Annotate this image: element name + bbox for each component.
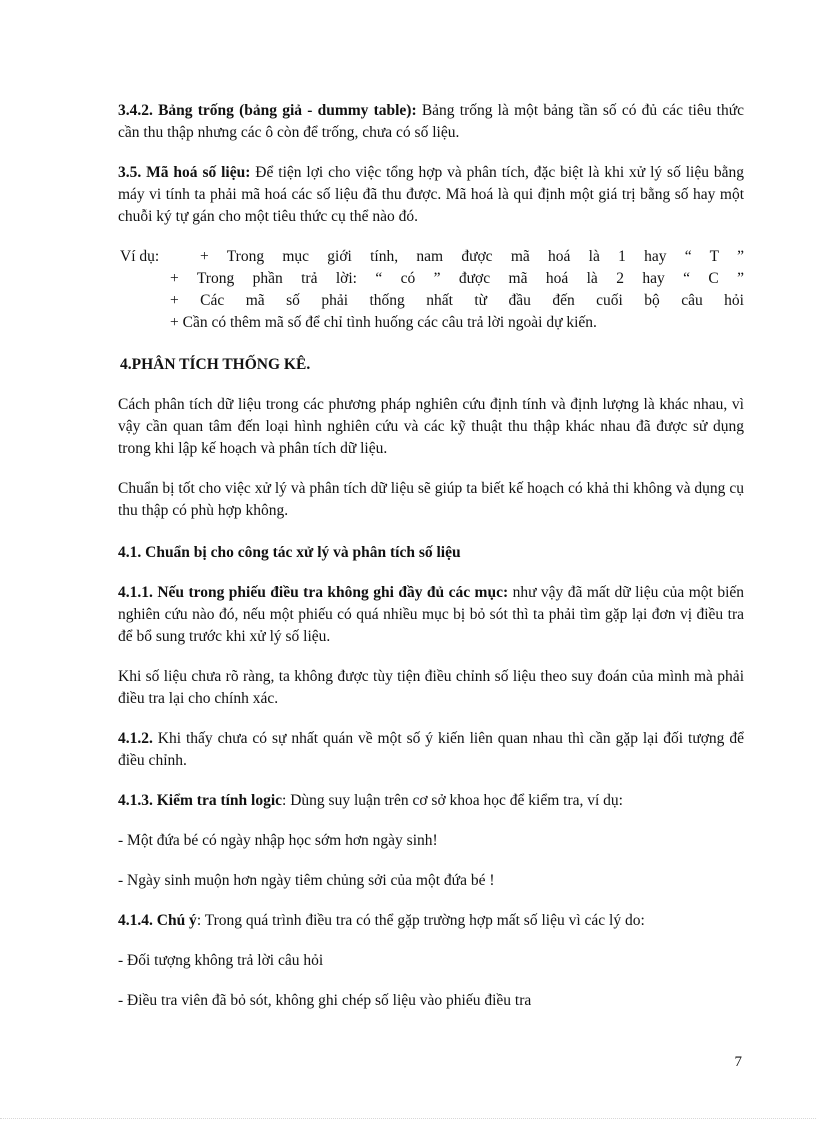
example-block	[118, 246, 744, 334]
paragraph-dummy-table	[118, 100, 744, 144]
paragraph-unclear-data: Khi số liệu chưa rõ ràng, ta không được tùy tiện điều chỉnh số liệu theo suy đoán của mình mà phải điều tra lại cho chính xác.	[118, 668, 744, 707]
text-4-1-4: : Trong quá trình điều tra có thể gặp trường hợp mất số liệu vì các lý do:	[196, 912, 645, 929]
text-4-1-3: : Dùng suy luận trên cơ sở khoa học để kiểm tra, ví dụ:	[282, 792, 623, 809]
heading-4-1-1: 4.1.1. Nếu trong phiếu điều tra không ghi đầy đủ các mục:	[118, 584, 509, 601]
paragraph-4-1-2	[118, 728, 744, 772]
paragraph-4-1-1	[118, 582, 744, 648]
text-3-5: Để tiện lợi cho việc tổng hợp và phân tích, đặc biệt là khi xử lý số liệu bằng máy vi tính ta phải mã hoá các số liệu đã thu được. Mã hoá là qui định một giá trị bằng số hay một chuỗi ký tự gán cho một tiêu thức cụ thể nào đó.	[118, 164, 744, 225]
paragraph-preparation: Chuẩn bị tốt cho việc xử lý và phân tích dữ liệu sẽ giúp ta biết kế hoạch có khả thi không và dụng cụ thu thập có phù hợp không.	[118, 480, 744, 519]
text-3-4-2: Bảng trống là một bảng tần số có đủ các tiêu thức cần thu thập nhưng các ô còn để trống, chưa có số liệu.	[118, 102, 744, 141]
heading-4-1-4: 4.1.4. Chú ý	[118, 912, 197, 929]
paragraph-data-coding	[118, 162, 744, 228]
example-lines	[170, 246, 744, 334]
heading-4-1-2: 4.1.2.	[118, 730, 153, 747]
list-item-logic-1: - Một đứa bé có ngày nhập học sớm hơn ngày sinh!	[118, 832, 438, 849]
page-content	[118, 100, 744, 1012]
example-line-2: + Trong phần trả lời: “ có ” được mã hoá là 2 hay “ C ”	[170, 270, 744, 287]
example-line-1: + Trong mục giới tính, nam được mã hoá là 1 hay “ T ”	[200, 248, 744, 265]
paragraph-4-1-3	[118, 790, 744, 812]
heading-3-5: 3.5. Mã hoá số liệu:	[118, 164, 251, 181]
example-line-4: + Cần có thêm mã số để chỉ tình huống các câu trả lời ngoài dự kiến.	[170, 314, 597, 331]
section-title-4: 4.PHÂN TÍCH THỐNG KÊ.	[120, 356, 311, 373]
list-item-missing-1: - Đối tượng không trả lời câu hỏi	[118, 952, 324, 969]
section-title-4-1: 4.1. Chuẩn bị cho công tác xử lý và phân tích số liệu	[118, 544, 461, 561]
paragraph-4-1-4	[118, 910, 744, 932]
example-line-3: + Các mã số phải thống nhất từ đầu đến cuối bộ câu hỏi	[170, 292, 744, 309]
page-bottom-divider	[0, 1118, 816, 1119]
page-number: 7	[734, 1054, 742, 1070]
text-4-1-2: Khi thấy chưa có sự nhất quán về một số ý kiến liên quan nhau thì cần gặp lại đối tượng để điều chỉnh.	[118, 730, 744, 769]
example-label: Ví dụ:	[120, 248, 160, 265]
heading-3-4-2: 3.4.2. Bảng trống (bảng giả - dummy table):	[118, 102, 417, 119]
text-4-1-1: như vậy đã mất dữ liệu của một biến nghiên cứu nào đó, nếu một phiếu có quá nhiều mục bị bỏ sót thì ta phải tìm gặp lại đơn vị điều tra để bổ sung trước khi xử lý số liệu.	[118, 584, 745, 645]
heading-4-1-3: 4.1.3. Kiểm tra tính logic	[118, 792, 283, 809]
list-item-missing-2: - Điều tra viên đã bỏ sót, không ghi chép số liệu vào phiếu điều tra	[118, 992, 532, 1009]
paragraph-analysis-intro: Cách phân tích dữ liệu trong các phương pháp nghiên cứu định tính và định lượng là khác nhau, vì vậy cần quan tâm đến loại hình nghiên cứu và các kỹ thuật thu thập khác nhau đã được sử dụng trong khi lập kế hoạch và phân tích dữ liệu.	[118, 396, 744, 457]
list-item-logic-2: - Ngày sinh muộn hơn ngày tiêm chủng sởi của một đứa bé !	[118, 872, 495, 889]
